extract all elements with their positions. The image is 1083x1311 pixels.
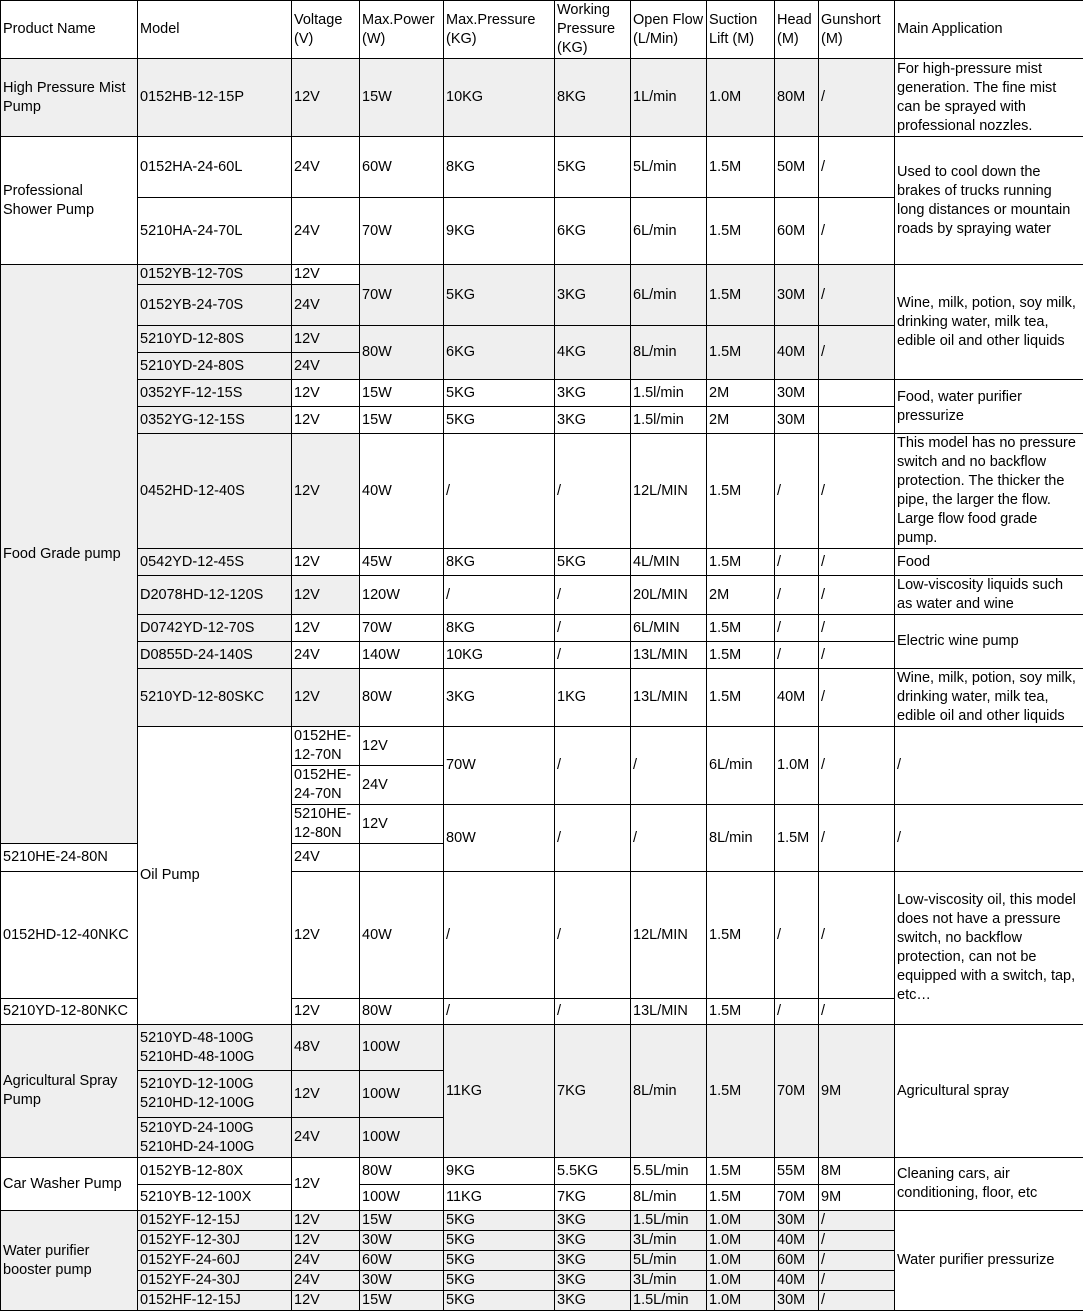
model-cell: 0152HE-12-70N [292, 727, 360, 766]
power-cell: 120W [360, 576, 444, 615]
gunshort-cell: / [819, 872, 895, 999]
power-cell: 30W [360, 1271, 444, 1291]
voltage-cell: 12V [292, 326, 360, 353]
working-pressure-cell: 3KG [555, 1251, 631, 1271]
gunshort-cell: 9M [819, 1185, 895, 1211]
header-row [1, 1, 1083, 59]
lift-cell: 2M [707, 380, 775, 407]
model-cell: 0152YF-24-30J [138, 1271, 292, 1291]
table-row [1, 1158, 1083, 1185]
power-cell: 70W [360, 615, 444, 642]
gunshort-cell [819, 380, 895, 407]
lift-cell: 1.5M [707, 872, 775, 999]
working-pressure-cell: / [631, 727, 707, 805]
voltage-cell: 12V [360, 727, 444, 766]
voltage-cell: 12V [292, 1158, 360, 1211]
model-cell: 0542YD-12-45S [138, 549, 292, 576]
head-cell: / [775, 549, 819, 576]
working-pressure-cell: / [555, 576, 631, 615]
model-cell: D0742YD-12-70S [138, 615, 292, 642]
application-cell: Food, water purifier pressurize [895, 380, 1083, 434]
max-pressure-cell: 9KG [444, 198, 555, 265]
lift-cell: 1.5M [707, 549, 775, 576]
head-cell: 60M [775, 1251, 819, 1271]
application-cell: Wine, milk, potion, soy milk, drinking water, milk tea, edible oil and other liquids [895, 265, 1083, 380]
voltage-cell: 12V [292, 434, 360, 549]
gunshort-cell: / [819, 265, 895, 326]
voltage-cell: 12V [292, 407, 360, 434]
model-cell: 5210HE-24-80N [1, 844, 138, 872]
gunshort-cell: / [819, 1211, 895, 1231]
gunshort-cell [819, 407, 895, 434]
gunshort-cell: / [819, 137, 895, 198]
voltage-cell: 12V [292, 265, 360, 285]
product-name-cell: Food Grade pump [1, 265, 138, 844]
table-row [1, 59, 1083, 137]
table-row [1, 434, 1083, 549]
table-row [1, 669, 1083, 727]
max-pressure-cell: / [555, 805, 631, 872]
gunshort-cell: / [819, 549, 895, 576]
head-cell: / [775, 999, 819, 1025]
gunshort-cell: 9M [819, 1025, 895, 1158]
head-cell: / [775, 642, 819, 669]
lift-cell: 1.5M [707, 265, 775, 326]
max-pressure-cell: / [444, 434, 555, 549]
max-pressure-cell: 11KG [444, 1185, 555, 1211]
application-cell: Agricultural spray [895, 1025, 1083, 1158]
power-cell: 100W [360, 1071, 444, 1118]
flow-cell: 13L/MIN [631, 669, 707, 727]
max-pressure-cell: / [444, 576, 555, 615]
flow-cell: 20L/MIN [631, 576, 707, 615]
header-max-pressure: Max.Pressure (KG) [444, 1, 555, 59]
application-cell: Wine, milk, potion, soy milk, drinking water, milk tea, edible oil and other liquids [895, 669, 1083, 727]
model-cell: 0452HD-12-40S [138, 434, 292, 549]
head-cell: 40M [775, 669, 819, 727]
head-cell: / [775, 576, 819, 615]
gunshort-cell: / [819, 59, 895, 137]
max-pressure-cell: 10KG [444, 59, 555, 137]
model-cell: 0352YG-12-15S [138, 407, 292, 434]
product-name-cell: Professional Shower Pump [1, 137, 138, 265]
application-cell: Low-viscosity oil, this model does not have a pressure switch, no backflow protection, can not be equipped with a switch, tap, etc… [895, 872, 1083, 1025]
table-row [1, 137, 1083, 198]
flow-cell: 1.5l/min [631, 407, 707, 434]
flow-cell: 6L/min [631, 265, 707, 326]
gunshort-cell: / [819, 999, 895, 1025]
model-cell: 0352YF-12-15S [138, 380, 292, 407]
max-pressure-cell: 5KG [444, 380, 555, 407]
lift-cell: 1.5M [707, 1158, 775, 1185]
power-cell: 100W [360, 1025, 444, 1071]
head-cell: 70M [775, 1185, 819, 1211]
power-cell: 30W [360, 1231, 444, 1251]
table-row [1, 1211, 1083, 1231]
gunshort-cell: / [819, 1291, 895, 1311]
working-pressure-cell: / [555, 999, 631, 1025]
model-cell: 0152YF-24-60J [138, 1251, 292, 1271]
flow-cell: 3L/min [631, 1231, 707, 1251]
gunshort-cell: / [819, 326, 895, 380]
head-cell: 40M [775, 326, 819, 380]
model-cell: 0152YB-24-70S [138, 285, 292, 326]
lift-cell: 1.0M [707, 1291, 775, 1311]
model-cell: 5210YD-24-80S [138, 353, 292, 380]
head-cell: 30M [775, 265, 819, 326]
gunshort-cell: / [895, 727, 1083, 805]
header-head: Head (M) [775, 1, 819, 59]
head-cell: 30M [775, 380, 819, 407]
lift-cell: 1.0M [707, 1231, 775, 1251]
voltage-cell: 12V [292, 380, 360, 407]
working-pressure-cell: 5KG [555, 137, 631, 198]
flow-cell: 5.5L/min [631, 1158, 707, 1185]
flow-cell: 13L/MIN [631, 999, 707, 1025]
voltage-cell: 12V [292, 1231, 360, 1251]
model-cell: 0152YF-12-15J [138, 1211, 292, 1231]
lift-cell: 1.5M [775, 805, 819, 872]
model-cell: 5210HE-12-80N [292, 805, 360, 844]
power-cell: 70W [444, 727, 555, 805]
voltage-cell: 12V [292, 59, 360, 137]
gunshort-cell: / [819, 1271, 895, 1291]
max-pressure-cell: 5KG [444, 407, 555, 434]
max-pressure-cell: 9KG [444, 1158, 555, 1185]
head-cell: 40M [775, 1271, 819, 1291]
voltage-cell: 24V [292, 1271, 360, 1291]
voltage-cell: 12V [292, 1211, 360, 1231]
max-pressure-cell: 8KG [444, 137, 555, 198]
model-line: 5210HD-24-100G [140, 1138, 289, 1157]
voltage-cell: 12V [292, 872, 360, 999]
max-pressure-cell: / [444, 872, 555, 999]
power-cell: 80W [360, 999, 444, 1025]
power-cell: 70W [360, 265, 444, 326]
product-name-cell: Oil Pump [138, 727, 292, 1025]
flow-cell: 3L/min [631, 1271, 707, 1291]
flow-cell: 8L/min [631, 1185, 707, 1211]
max-pressure-cell: 5KG [444, 265, 555, 326]
model-cell: 0152HD-12-40NKC [1, 872, 138, 999]
max-pressure-cell: 5KG [444, 1211, 555, 1231]
table-row [1, 549, 1083, 576]
max-pressure-cell: / [555, 727, 631, 805]
lift-cell: 2M [707, 407, 775, 434]
power-cell: 60W [360, 1251, 444, 1271]
model-cell: 0152HB-12-15P [138, 59, 292, 137]
voltage-cell: 24V [292, 285, 360, 326]
lift-cell: 1.5M [707, 999, 775, 1025]
power-cell: 40W [360, 872, 444, 999]
header-max-power: Max.Power (W) [360, 1, 444, 59]
lift-cell: 1.5M [707, 434, 775, 549]
table-row [1, 265, 1083, 285]
gunshort-cell: / [819, 669, 895, 727]
max-pressure-cell: 5KG [444, 1251, 555, 1271]
voltage-cell: 12V [292, 669, 360, 727]
power-cell: 15W [360, 407, 444, 434]
power-cell: 80W [444, 805, 555, 872]
gunshort-cell: / [819, 1251, 895, 1271]
power-cell: 80W [360, 669, 444, 727]
header-product-name: Product Name [1, 1, 138, 59]
working-pressure-cell: 3KG [555, 1231, 631, 1251]
working-pressure-cell: 3KG [555, 1271, 631, 1291]
application-cell: Low-viscosity liquids such as water and wine [895, 576, 1083, 615]
model-cell: 5210YD-12-80S [138, 326, 292, 353]
power-cell: 80W [360, 1158, 444, 1185]
table-row [1, 615, 1083, 642]
header-suction-lift: Suction Lift (M) [707, 1, 775, 59]
flow-cell: 1.5L/min [631, 1291, 707, 1311]
gunshort-cell: / [819, 434, 895, 549]
power-cell: 60W [360, 137, 444, 198]
max-pressure-cell: 11KG [444, 1025, 555, 1158]
lift-cell: 1.5M [707, 615, 775, 642]
gunshort-cell: / [819, 198, 895, 265]
max-pressure-cell: 5KG [444, 1271, 555, 1291]
flow-cell: 6L/MIN [631, 615, 707, 642]
voltage-cell: 24V [292, 137, 360, 198]
voltage-cell: 12V [292, 999, 360, 1025]
product-name-cell: Agricultural Spray Pump [1, 1025, 138, 1158]
max-pressure-cell: 6KG [444, 326, 555, 380]
power-cell: 45W [360, 549, 444, 576]
lift-cell: 1.5M [707, 326, 775, 380]
flow-cell: 13L/MIN [631, 642, 707, 669]
voltage-cell: 24V [292, 1118, 360, 1158]
flow-cell: 1L/min [631, 59, 707, 137]
lift-cell: 1.0M [707, 1271, 775, 1291]
application-cell: Food [895, 549, 1083, 576]
power-cell: 15W [360, 380, 444, 407]
power-cell: 80W [360, 326, 444, 380]
gunshort-cell: / [819, 576, 895, 615]
working-pressure-cell: 3KG [555, 380, 631, 407]
voltage-cell: 24V [292, 844, 360, 872]
power-cell: 40W [360, 434, 444, 549]
model-line: 5210YD-48-100G [140, 1029, 289, 1048]
flow-cell: 12L/MIN [631, 872, 707, 999]
model-cell: 5210YD-12-80NKC [1, 999, 138, 1025]
working-pressure-cell: 5KG [555, 549, 631, 576]
working-pressure-cell: 8KG [555, 59, 631, 137]
model-cell: 5210YB-12-100X [138, 1185, 292, 1211]
application-cell: Water purifier pressurize [895, 1211, 1083, 1311]
head-cell: 50M [775, 137, 819, 198]
model-cell: 0152YF-12-30J [138, 1231, 292, 1251]
working-pressure-cell: 4KG [555, 326, 631, 380]
voltage-cell: 12V [360, 805, 444, 844]
lift-cell: 1.0M [775, 727, 819, 805]
gunshort-cell: 8M [819, 1158, 895, 1185]
max-pressure-cell: 5KG [444, 1291, 555, 1311]
model-cell [138, 1025, 292, 1071]
power-cell: 15W [360, 59, 444, 137]
max-pressure-cell: 5KG [444, 1231, 555, 1251]
flow-cell: 8L/min [631, 326, 707, 380]
working-pressure-cell: / [555, 872, 631, 999]
working-pressure-cell: 3KG [555, 1211, 631, 1231]
gunshort-cell: / [819, 615, 895, 642]
model-cell [138, 1118, 292, 1158]
working-pressure-cell: 3KG [555, 1291, 631, 1311]
max-pressure-cell: 8KG [444, 549, 555, 576]
model-line: 5210YD-12-100G [140, 1075, 289, 1094]
working-pressure-cell: 5.5KG [555, 1158, 631, 1185]
working-pressure-cell: / [555, 434, 631, 549]
flow-cell: 1.5l/min [631, 380, 707, 407]
model-line: 5210YD-24-100G [140, 1119, 289, 1138]
voltage-cell: 12V [292, 1291, 360, 1311]
lift-cell: 1.5M [707, 198, 775, 265]
model-cell: D0855D-24-140S [138, 642, 292, 669]
lift-cell: 1.5M [707, 642, 775, 669]
power-cell: 140W [360, 642, 444, 669]
table-row [1, 380, 1083, 407]
working-pressure-cell: 7KG [555, 1185, 631, 1211]
model-cell: 5210HA-24-70L [138, 198, 292, 265]
lift-cell: 2M [707, 576, 775, 615]
head-cell: 40M [775, 1231, 819, 1251]
power-cell: 15W [360, 1291, 444, 1311]
working-pressure-cell: 3KG [555, 265, 631, 326]
max-pressure-cell: 8KG [444, 615, 555, 642]
table-row [1, 727, 1083, 766]
model-line: 5210HD-48-100G [140, 1048, 289, 1067]
header-open-flow: Open Flow (L/Min) [631, 1, 707, 59]
lift-cell: 1.0M [707, 59, 775, 137]
gunshort-cell: / [819, 1231, 895, 1251]
voltage-cell: 24V [292, 642, 360, 669]
head-cell: 60M [775, 198, 819, 265]
flow-cell: 8L/min [707, 805, 775, 872]
max-pressure-cell: 3KG [444, 669, 555, 727]
model-cell: D2078HD-12-120S [138, 576, 292, 615]
table-row [1, 576, 1083, 615]
application-cell: Used to cool down the brakes of trucks running long distances or mountain roads by spraying water [895, 137, 1083, 265]
head-cell: 55M [775, 1158, 819, 1185]
flow-cell: 1.5L/min [631, 1211, 707, 1231]
head-cell: / [819, 727, 895, 805]
working-pressure-cell: 1KG [555, 669, 631, 727]
voltage-cell: 12V [292, 1071, 360, 1118]
application-cell: This model has no pressure switch and no backflow protection. The thicker the pipe, the larger the flow. Large flow food grade pump. [895, 434, 1083, 549]
product-name-cell: Water purifier booster pump [1, 1211, 138, 1311]
application-cell: Electric wine pump [895, 615, 1083, 669]
voltage-cell: 24V [292, 353, 360, 380]
voltage-cell: 24V [292, 1251, 360, 1271]
power-cell: 100W [360, 1185, 444, 1211]
voltage-cell: 12V [292, 615, 360, 642]
head-cell: / [775, 615, 819, 642]
lift-cell: 1.5M [707, 1185, 775, 1211]
header-voltage: Voltage (V) [292, 1, 360, 59]
working-pressure-cell: / [555, 615, 631, 642]
working-pressure-cell: 3KG [555, 407, 631, 434]
voltage-cell: 48V [292, 1025, 360, 1071]
lift-cell: 1.5M [707, 669, 775, 727]
lift-cell: 1.5M [707, 137, 775, 198]
power-cell: 70W [360, 198, 444, 265]
flow-cell: 6L/min [631, 198, 707, 265]
voltage-cell: 24V [360, 766, 444, 805]
power-cell: 15W [360, 1211, 444, 1231]
working-pressure-cell: 6KG [555, 198, 631, 265]
model-cell: 0152HF-12-15J [138, 1291, 292, 1311]
head-cell: / [775, 872, 819, 999]
product-name-cell: Car Washer Pump [1, 1158, 138, 1211]
head-cell: 80M [775, 59, 819, 137]
model-cell [138, 1071, 292, 1118]
application-cell: For high-pressure mist generation. The fine mist can be sprayed with professional nozzles. [895, 59, 1083, 137]
working-pressure-cell: 7KG [555, 1025, 631, 1158]
voltage-cell: 12V [292, 576, 360, 615]
voltage-cell: 12V [292, 549, 360, 576]
gunshort-cell: / [895, 805, 1083, 872]
working-pressure-cell: / [631, 805, 707, 872]
header-gunshort: Gunshort (M) [819, 1, 895, 59]
lift-cell: 1.0M [707, 1251, 775, 1271]
model-line: 5210HD-12-100G [140, 1094, 289, 1113]
flow-cell: 4L/MIN [631, 549, 707, 576]
power-cell: 100W [360, 1118, 444, 1158]
model-cell: 0152YB-12-70S [138, 265, 292, 285]
product-name-cell: High Pressure Mist Pump [1, 59, 138, 137]
head-cell: 30M [775, 1211, 819, 1231]
voltage-cell: 24V [292, 198, 360, 265]
flow-cell: 5L/min [631, 137, 707, 198]
flow-cell: 8L/min [631, 1025, 707, 1158]
head-cell: 70M [775, 1025, 819, 1158]
max-pressure-cell: 10KG [444, 642, 555, 669]
model-cell: 5210YD-12-80SKC [138, 669, 292, 727]
working-pressure-cell: / [555, 642, 631, 669]
flow-cell: 12L/MIN [631, 434, 707, 549]
application-cell: Cleaning cars, air conditioning, floor, etc [895, 1158, 1083, 1211]
model-cell: 0152HA-24-60L [138, 137, 292, 198]
flow-cell: 6L/min [707, 727, 775, 805]
head-cell: 30M [775, 407, 819, 434]
max-pressure-cell: / [444, 999, 555, 1025]
model-cell: 0152YB-12-80X [138, 1158, 292, 1185]
gunshort-cell: / [819, 642, 895, 669]
head-cell: / [819, 805, 895, 872]
lift-cell: 1.5M [707, 1025, 775, 1158]
head-cell: 30M [775, 1291, 819, 1311]
flow-cell: 5L/min [631, 1251, 707, 1271]
header-main-application: Main Application [895, 1, 1083, 59]
header-model: Model [138, 1, 292, 59]
lift-cell: 1.0M [707, 1211, 775, 1231]
model-cell: 0152HE-24-70N [292, 766, 360, 805]
table-row [1, 1025, 1083, 1071]
header-working-pressure: Working Pressure (KG) [555, 1, 631, 59]
head-cell: / [775, 434, 819, 549]
